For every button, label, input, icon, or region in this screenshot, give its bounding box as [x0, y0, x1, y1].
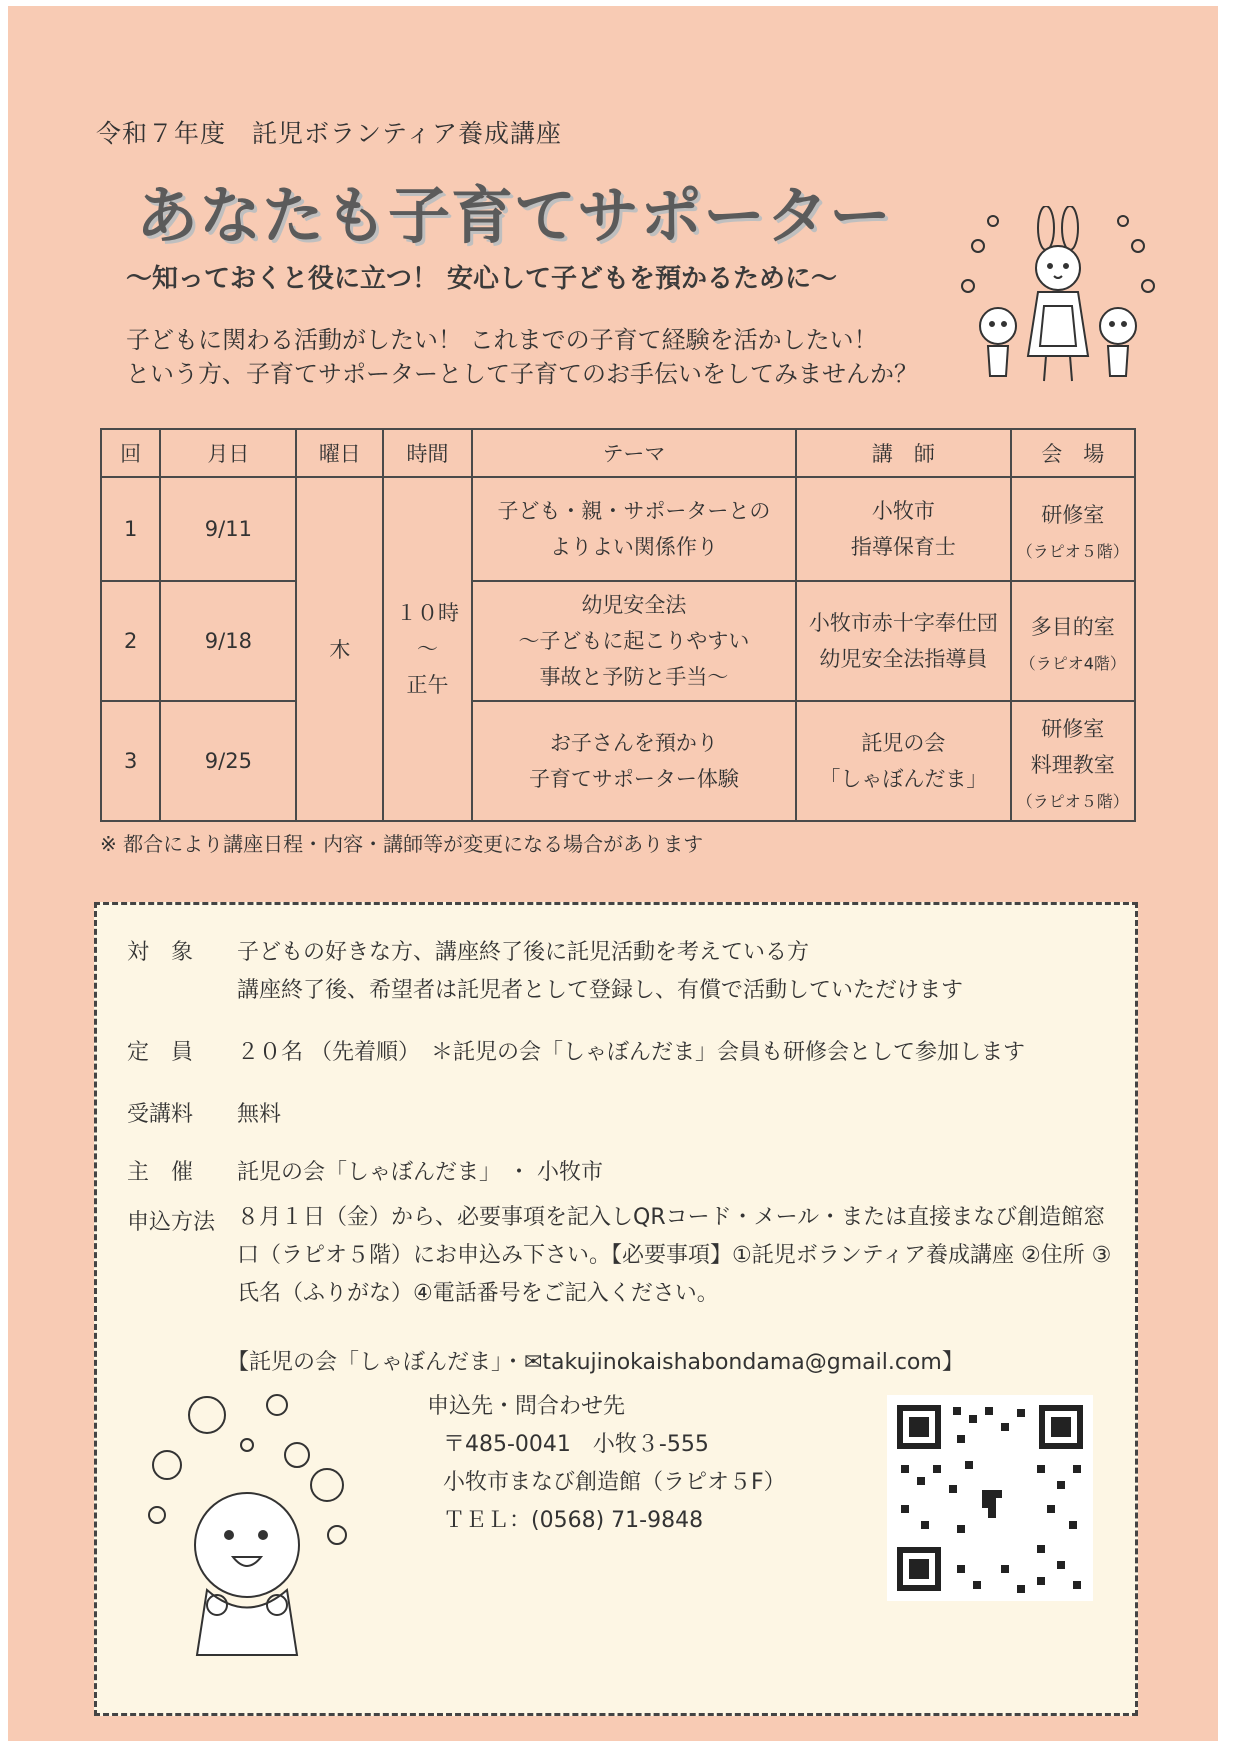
- table-row: [101, 477, 1135, 581]
- intro-line-2: という方、子育てサポーターとして子育てのお手伝いをしてみませんか？: [126, 360, 918, 388]
- host-label: 主 催: [127, 1160, 194, 1185]
- row-theme: [472, 701, 796, 821]
- row-no: 1: [101, 477, 160, 581]
- row-theme: [472, 581, 796, 701]
- header-theme: テーマ: [472, 429, 796, 477]
- main-title: あなたも子育てサポーター: [136, 179, 893, 252]
- lecturer-line: 幼児安全法指導員: [819, 647, 988, 671]
- row-lecturer: [796, 477, 1011, 581]
- header-time: 時間: [383, 429, 472, 477]
- lecturer-line: 小牧市赤十字奉仕団: [808, 611, 998, 635]
- theme-line: よりよい関係作り: [549, 535, 718, 559]
- venue-note: （ラピオ4階）: [1019, 653, 1126, 673]
- baby-bubbles-illustration: [137, 1375, 367, 1675]
- lecturer-line: 小牧市: [871, 499, 935, 523]
- row-venue: [1011, 581, 1135, 701]
- time-start: １０時: [395, 601, 459, 625]
- capacity-label: 定 員: [127, 1040, 194, 1065]
- qr-code[interactable]: [887, 1395, 1093, 1601]
- row-date: 9/18: [160, 581, 296, 701]
- venue-note: （ラピオ５階）: [1016, 541, 1129, 561]
- target-text-2: 講座終了後、希望者は託児者として登録し、有償で活動していただけます: [237, 978, 964, 1003]
- info-box: [94, 902, 1138, 1716]
- lecturer-line: 指導保育士: [850, 535, 956, 559]
- row-date: 9/11: [160, 477, 296, 581]
- row-time: [383, 477, 472, 821]
- capacity-text: ２０名 （先着順） ＊託児の会「しゃぼんだま」会員も研修会として参加します: [237, 1040, 1025, 1065]
- row-venue: [1011, 701, 1135, 821]
- building-address: 小牧市まなび創造館（ラピオ５F）: [443, 1470, 786, 1495]
- bunny-kids-illustration: [958, 206, 1158, 406]
- row-lecturer: [796, 701, 1011, 821]
- time-end: 正午: [406, 673, 449, 697]
- apply-text: ８月１日（金）から、必要事項を記入しQRコード・メール・または直接まなび創造館窓口（ラピオ５階）にお申込み下さい。【必要事項】①託児ボランティア養成講座 ②住所 ③氏名（ふりがな）④電話番号をご記入ください。: [237, 1205, 1112, 1306]
- table-header-row: [101, 429, 1135, 477]
- target-text-1: 子どもの好きな方、講座終了後に託児活動を考えている方: [237, 940, 810, 965]
- contact-title: 申込先・問合わせ先: [427, 1394, 626, 1419]
- row-day: 木: [296, 477, 383, 821]
- flyer-page: [8, 6, 1218, 1741]
- header-no: 回: [101, 429, 160, 477]
- subtitle: ～知っておくと役に立つ！ 安心して子どもを預かるために～: [126, 264, 838, 294]
- row-date: 9/25: [160, 701, 296, 821]
- theme-line: 子ども・親・サポーターとの: [497, 499, 771, 523]
- schedule-note: ※ 都合により講座日程・内容・講師等が変更になる場合があります: [100, 832, 704, 856]
- course-heading: 令和７年度 託児ボランティア養成講座: [96, 119, 563, 148]
- theme-line: 幼児安全法: [581, 593, 687, 617]
- table-row: [101, 701, 1135, 821]
- lecturer-line: 託児の会: [861, 731, 946, 755]
- apply-label: 申込方法: [127, 1210, 216, 1235]
- email-line: 【託児の会「しゃぼんだま」・✉takujinokaishabondama@gmail.com】: [227, 1350, 964, 1375]
- row-theme: [472, 477, 796, 581]
- fee-label: 受講料: [127, 1102, 194, 1127]
- venue-note: （ラピオ５階）: [1016, 791, 1129, 811]
- intro-line-1: 子どもに関わる活動がしたい！ これまでの子育て経験を活かしたい！: [126, 326, 878, 354]
- row-venue: [1011, 477, 1135, 581]
- phone-number: ＴＥＬ：(0568) 71-9848: [443, 1508, 704, 1533]
- header-lecturer: 講 師: [796, 429, 1011, 477]
- header-venue: 会 場: [1011, 429, 1135, 477]
- target-label: 対 象: [127, 940, 194, 965]
- lecturer-line: 「しゃぼんだま」: [819, 767, 988, 791]
- header-day: 曜日: [296, 429, 383, 477]
- header-date: 月日: [160, 429, 296, 477]
- host-text: 託児の会「しゃぼんだま」 ・ 小牧市: [237, 1160, 603, 1185]
- row-lecturer: [796, 581, 1011, 701]
- theme-line: ～子どもに起こりやすい: [518, 629, 750, 653]
- venue-line: 研修室: [1041, 502, 1105, 527]
- row-no: 2: [101, 581, 160, 701]
- theme-line: 事故と予防と手当～: [539, 665, 729, 689]
- theme-line: お子さんを預かり: [549, 731, 718, 755]
- venue-line: 研修室: [1041, 716, 1105, 741]
- time-sep: ～: [416, 637, 438, 661]
- row-no: 3: [101, 701, 160, 821]
- fee-text: 無料: [237, 1102, 282, 1127]
- postal-address: 〒485-0041 小牧３-555: [443, 1432, 709, 1457]
- venue-line: 料理教室: [1030, 752, 1115, 777]
- table-row: [101, 581, 1135, 701]
- theme-line: 子育てサポーター体験: [528, 767, 739, 791]
- venue-line: 多目的室: [1030, 614, 1115, 639]
- schedule-table: [100, 428, 1136, 822]
